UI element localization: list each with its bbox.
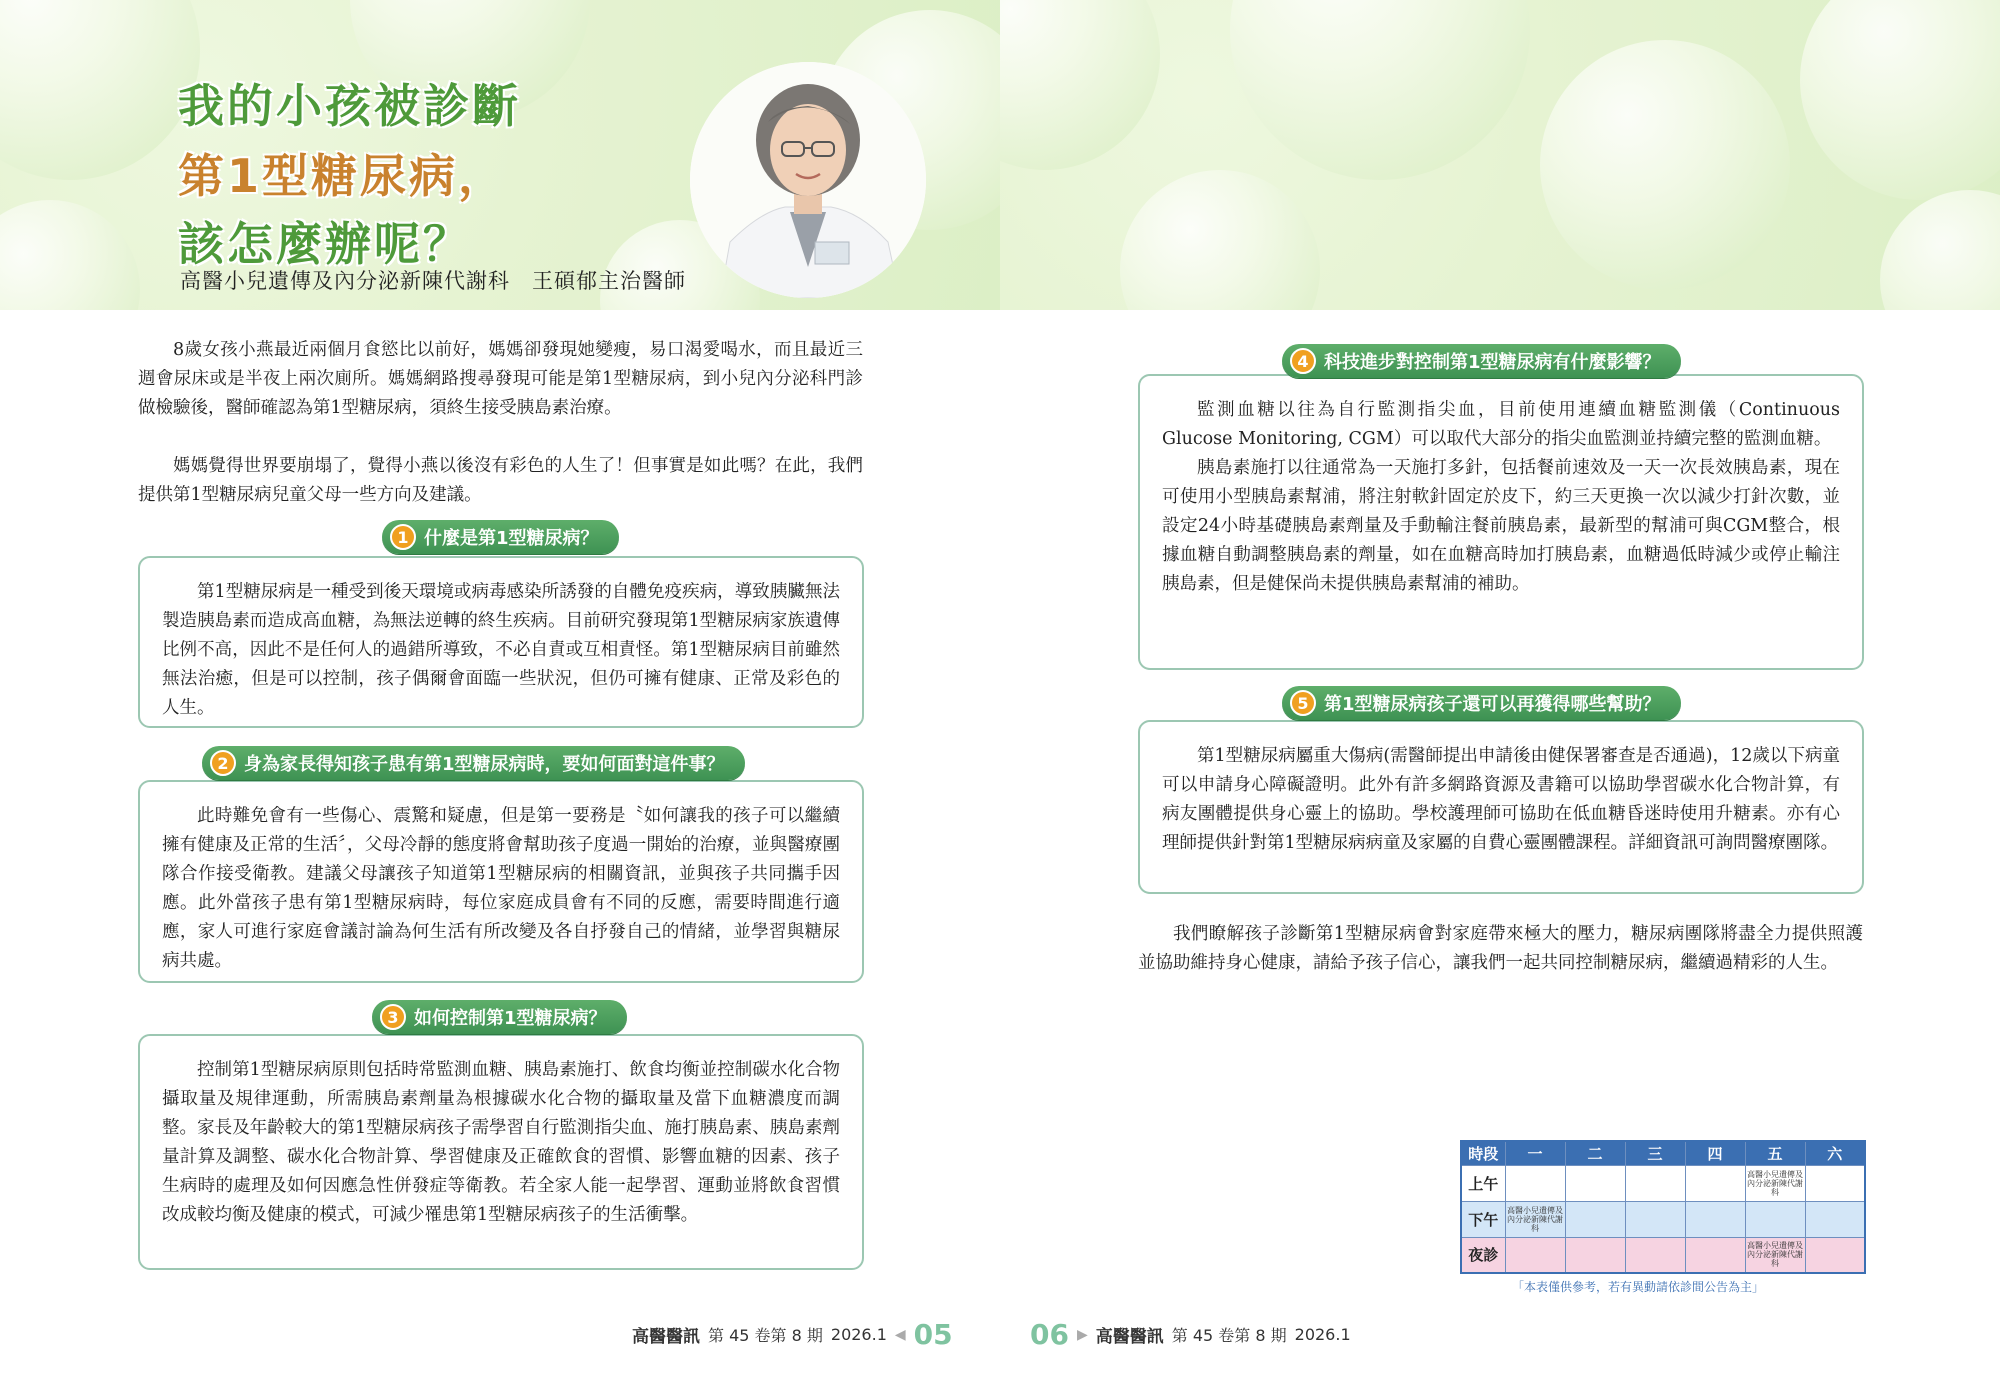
section-4-heading bbox=[1282, 344, 1681, 378]
schedule-cell bbox=[1625, 1201, 1685, 1237]
schedule-header-row bbox=[1461, 1141, 1865, 1165]
page-number: 05 bbox=[913, 1318, 953, 1351]
schedule-cell: 高醫小兒遺傳及內分泌新陳代謝科 bbox=[1745, 1237, 1805, 1273]
schedule-header-cell: 四 bbox=[1685, 1141, 1745, 1165]
schedule-header-cell: 一 bbox=[1505, 1141, 1565, 1165]
footer-issue: 第 45 卷第 8 期 bbox=[708, 1326, 823, 1345]
footer-date: 2026.1 bbox=[830, 1325, 887, 1344]
section-4-title: 科技進步對控制第1型糖尿病有什麼影響？ bbox=[1324, 352, 1661, 373]
section-1-box bbox=[138, 556, 864, 728]
decor-bubble bbox=[1230, 0, 1530, 180]
section-5-box bbox=[1138, 720, 1864, 894]
footer-left bbox=[632, 1318, 953, 1351]
schedule-cell bbox=[1565, 1201, 1625, 1237]
doctor-portrait bbox=[690, 62, 926, 298]
schedule-cell bbox=[1505, 1237, 1565, 1273]
section-3-title: 如何控制第1型糖尿病？ bbox=[414, 1008, 607, 1029]
section-3-box bbox=[138, 1034, 864, 1270]
schedule-cell bbox=[1565, 1237, 1625, 1273]
schedule-cell bbox=[1685, 1237, 1745, 1273]
footer-brand: 高醫醫訊 bbox=[632, 1327, 700, 1347]
schedule-header-cell: 五 bbox=[1745, 1141, 1805, 1165]
header-banner-right bbox=[1000, 0, 2000, 310]
footer-right bbox=[1030, 1318, 1351, 1351]
schedule-row-afternoon bbox=[1461, 1201, 1865, 1237]
schedule-note: 「本表僅供參考，若有異動請依診間公告為主」 bbox=[1512, 1280, 1765, 1294]
page-number: 06 bbox=[1030, 1318, 1069, 1351]
triangle-left-icon: ◀ bbox=[894, 1326, 906, 1343]
schedule-row-label: 上午 bbox=[1461, 1165, 1505, 1201]
schedule-cell: 高醫小兒遺傳及內分泌新陳代謝科 bbox=[1505, 1201, 1565, 1237]
header-banner-left bbox=[0, 0, 1000, 310]
schedule-cell bbox=[1805, 1201, 1865, 1237]
schedule-cell bbox=[1565, 1165, 1625, 1201]
schedule-cell bbox=[1625, 1165, 1685, 1201]
decor-bubble bbox=[1120, 170, 1320, 310]
decor-bubble bbox=[0, 0, 200, 180]
section-2-title: 身為家長得知孩子患有第1型糖尿病時，要如何面對這件事？ bbox=[244, 754, 725, 775]
section-2-heading bbox=[202, 746, 745, 780]
schedule-cell bbox=[1685, 1201, 1745, 1237]
footer-issue: 第 45 卷第 8 期 bbox=[1171, 1326, 1287, 1345]
author-byline: 高醫小兒遺傳及內分泌新陳代謝科 王碩郁主治醫師 bbox=[180, 269, 686, 293]
section-5-body: 第1型糖尿病屬重大傷病(需醫師提出申請後由健保署審查是否通過)，12歲以下病童可以申請身心障礙證明。此外有許多網路資源及書籍可以協助學習碳水化合物計算，有病友團體提供身心靈上的協助。學校護理師可協助在低血糖昏迷時使用升糖素。亦有心理師提供針對第1型糖尿病病童及家屬的自費心靈團體課程。詳細資訊可詢問醫療團隊。 bbox=[1162, 746, 1840, 853]
schedule-cell bbox=[1805, 1237, 1865, 1273]
schedule-row-evening bbox=[1461, 1237, 1865, 1273]
section-1-body: 第1型糖尿病是一種受到後天環境或病毒感染所誘發的自體免疫疾病，導致胰臟無法製造胰島素而造成高血糖，為無法逆轉的終生疾病。目前研究發現第1型糖尿病家族遺傳比例不高，因此不是任何人的過錯所導致，不必自責或互相責怪。第1型糖尿病目前雖然無法治癒，但是可以控制，孩子偶爾會面臨一些狀況，但仍可擁有健康、正常及彩色的人生。 bbox=[162, 582, 840, 718]
section-number-badge: 3 bbox=[380, 1004, 406, 1030]
section-4-body-1: 監測血糖以往為自行監測指尖血，目前使用連續血糖監測儀（Continuous Glucose Monitoring, CGM）可以取代大部分的指尖血監測並持續完整的監測血糖。 bbox=[1162, 400, 1840, 449]
schedule-cell bbox=[1805, 1165, 1865, 1201]
triangle-right-icon: ▶ bbox=[1076, 1326, 1088, 1343]
intro-paragraph-2: 媽媽覺得世界要崩塌了，覺得小燕以後沒有彩色的人生了！但事實是如此嗎？在此，我們提供第1型糖尿病兒童父母一些方向及建議。 bbox=[138, 456, 863, 505]
schedule-header-cell: 時段 bbox=[1461, 1141, 1505, 1165]
footer-date: 2026.1 bbox=[1294, 1325, 1351, 1344]
schedule-header-cell: 六 bbox=[1805, 1141, 1865, 1165]
section-number-badge: 5 bbox=[1290, 690, 1316, 716]
schedule-cell bbox=[1625, 1237, 1685, 1273]
schedule-header-cell: 三 bbox=[1625, 1141, 1685, 1165]
decor-bubble bbox=[1540, 40, 1790, 290]
section-number-badge: 1 bbox=[390, 524, 416, 550]
schedule-header-cell: 二 bbox=[1565, 1141, 1625, 1165]
section-2-box bbox=[138, 780, 864, 983]
closing-paragraph: 我們瞭解孩子診斷第1型糖尿病會對家庭帶來極大的壓力，糖尿病團隊將盡全力提供照護並協助維持身心健康，請給予孩子信心，讓我們一起共同控制糖尿病，繼續過精彩的人生。 bbox=[1138, 924, 1863, 973]
clinic-schedule-table bbox=[1460, 1140, 1866, 1274]
section-number-badge: 2 bbox=[210, 750, 236, 776]
decor-bubble bbox=[0, 200, 140, 310]
schedule-cell bbox=[1685, 1165, 1745, 1201]
decor-bubble bbox=[1000, 0, 1160, 170]
article-title-line-2: 第1型糖尿病， bbox=[178, 149, 508, 203]
section-5-heading bbox=[1282, 686, 1681, 720]
section-3-heading bbox=[372, 1000, 627, 1034]
section-1-heading bbox=[382, 520, 619, 554]
article-title-line-3: 該怎麼辦呢？ bbox=[178, 217, 472, 271]
section-3-body: 控制第1型糖尿病原則包括時常監測血糖、胰島素施打、飲食均衡並控制碳水化合物攝取量及規律運動，所需胰島素劑量為根據碳水化合物的攝取量及當下血糖濃度而調整。家長及年齡較大的第1型糖尿病孩子需學習自行監測指尖血、施打胰島素、胰島素劑量計算及調整、碳水化合物計算、學習健康及正確飲食的習慣、影響血糖的因素、孩子生病時的處理及如何因應急性併發症等衛教。若全家人能一起學習、運動並將飲食習慣改成較均衡及健康的模式，可減少罹患第1型糖尿病孩子的生活衝擊。 bbox=[162, 1060, 840, 1225]
decor-bubble bbox=[1880, 190, 2000, 310]
schedule-row-morning bbox=[1461, 1165, 1865, 1201]
article-title-line-1: 我的小孩被診斷 bbox=[178, 79, 521, 133]
schedule-row-label: 夜診 bbox=[1461, 1237, 1505, 1273]
decor-bubble bbox=[1800, 0, 2000, 200]
section-1-title: 什麼是第1型糖尿病？ bbox=[424, 528, 599, 549]
section-4-body-2: 胰島素施打以往通常為一天施打多針，包括餐前速效及一天一次長效胰島素，現在可使用小型胰島素幫浦，將注射軟針固定於皮下，約三天更換一次以減少打針次數，並設定24小時基礎胰島素劑量及手動輸注餐前胰島素，最新型的幫浦可與CGM整合，根據血糖自動調整胰島素的劑量，如在血糖高時加打胰島素，血糖過低時減少或停止輸注胰島素，但是健保尚未提供胰島素幫浦的補助。 bbox=[1162, 458, 1840, 594]
schedule-cell bbox=[1745, 1201, 1805, 1237]
intro-paragraph-1: 8歲女孩小燕最近兩個月食慾比以前好，媽媽卻發現她變瘦，易口渴愛喝水，而且最近三週會尿床或是半夜上兩次廁所。媽媽網路搜尋發現可能是第1型糖尿病，到小兒內分泌科門診做檢驗後，醫師確認為第1型糖尿病，須終生接受胰島素治療。 bbox=[138, 340, 863, 418]
schedule-row-label: 下午 bbox=[1461, 1201, 1505, 1237]
schedule-cell bbox=[1505, 1165, 1565, 1201]
section-number-badge: 4 bbox=[1290, 348, 1316, 374]
section-5-title: 第1型糖尿病孩子還可以再獲得哪些幫助？ bbox=[1324, 694, 1661, 715]
section-2-body: 此時難免會有一些傷心、震驚和疑慮，但是第一要務是〝如何讓我的孩子可以繼續擁有健康及正常的生活〞，父母冷靜的態度將會幫助孩子度過一開始的治療，並與醫療團隊合作接受衛教。建議父母讓孩子知道第1型糖尿病的相關資訊，並與孩子共同攜手因應。此外當孩子患有第1型糖尿病時，每位家庭成員會有不同的反應，需要時間進行適應，家人可進行家庭會議討論為何生活有所改變及各自抒發自己的情緒，並學習與糖尿病共處。 bbox=[162, 806, 840, 971]
footer-brand: 高醫醫訊 bbox=[1095, 1327, 1164, 1347]
schedule-cell: 高醫小兒遺傳及內分泌新陳代謝科 bbox=[1745, 1165, 1805, 1201]
section-4-box bbox=[1138, 374, 1864, 670]
